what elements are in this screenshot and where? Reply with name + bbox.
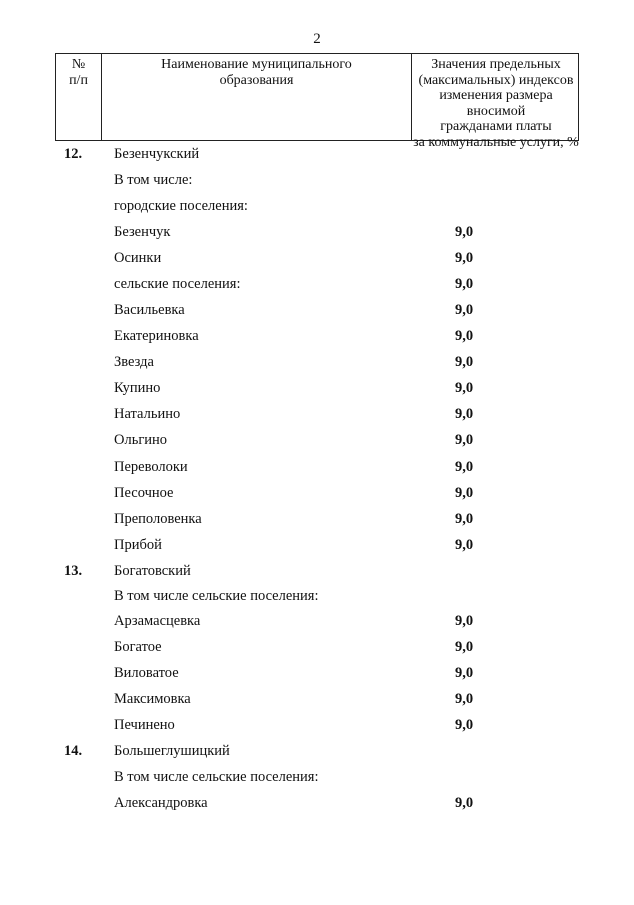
- row-name: Виловатое: [114, 665, 179, 681]
- table-row: [0, 769, 634, 791]
- row-name: Натальино: [114, 406, 181, 422]
- row-name: Арзамасцевка: [114, 613, 201, 629]
- row-value: 9,0: [455, 380, 474, 396]
- table-row: [0, 613, 634, 635]
- row-name: Безенчукский: [114, 146, 200, 162]
- row-number: 12.: [64, 146, 83, 162]
- row-value: 9,0: [455, 432, 474, 448]
- row-name: сельские поселения:: [114, 276, 241, 292]
- table-row: [0, 537, 634, 559]
- header-line: за коммунальные услуги, %: [413, 134, 579, 150]
- header-line: (максимальных) индексов: [418, 72, 574, 88]
- row-value: 9,0: [455, 795, 474, 811]
- row-value: 9,0: [455, 276, 474, 292]
- row-name: В том числе:: [114, 172, 193, 188]
- row-name: Александровка: [114, 795, 208, 811]
- row-value: 9,0: [455, 691, 474, 707]
- header-line: Наименование муниципального: [161, 57, 352, 72]
- row-number: 13.: [64, 563, 83, 579]
- table-row: [0, 717, 634, 739]
- table-row: [0, 511, 634, 533]
- row-value: 9,0: [455, 665, 474, 681]
- table-row: [0, 459, 634, 481]
- table-row: [0, 302, 634, 324]
- row-value: 9,0: [455, 485, 474, 501]
- row-name: городские поселения:: [114, 198, 248, 214]
- row-value: 9,0: [455, 354, 474, 370]
- row-name: Васильевка: [114, 302, 185, 318]
- table-row: [0, 691, 634, 713]
- row-name: Песочное: [114, 485, 174, 501]
- table-row: [0, 795, 634, 817]
- header-line: №: [71, 57, 86, 72]
- row-name: Звезда: [114, 354, 154, 370]
- table-row: [0, 665, 634, 687]
- row-name: Богатовский: [114, 563, 191, 579]
- table-row: [0, 328, 634, 350]
- header-line: изменения размера вносимой: [439, 88, 553, 119]
- row-value: 9,0: [455, 639, 474, 655]
- table-row: [0, 276, 634, 298]
- table-row: [0, 639, 634, 661]
- table-row: [0, 354, 634, 376]
- row-value: 9,0: [455, 459, 474, 475]
- table-row: [0, 224, 634, 246]
- row-name: Екатериновка: [114, 328, 199, 344]
- table-row: [0, 743, 634, 765]
- row-number: 14.: [64, 743, 83, 759]
- table-row: [0, 588, 634, 610]
- row-name: Большеглушицкий: [114, 743, 230, 759]
- row-value: 9,0: [455, 250, 474, 266]
- row-value: 9,0: [455, 511, 474, 527]
- row-name: Купино: [114, 380, 161, 396]
- row-name: Богатое: [114, 639, 162, 655]
- page-number: 2: [313, 31, 321, 47]
- table-row: [0, 485, 634, 507]
- row-name: В том числе сельские поселения:: [114, 769, 319, 785]
- table-row: [0, 406, 634, 428]
- row-name: В том числе сельские поселения:: [114, 588, 319, 604]
- header-line: п/п: [69, 72, 88, 88]
- row-name: Ольгино: [114, 432, 168, 448]
- table-row: [0, 432, 634, 454]
- row-name: Прибой: [114, 537, 162, 553]
- table-row: [0, 198, 634, 220]
- row-value: 9,0: [455, 717, 474, 733]
- row-value: 9,0: [455, 537, 474, 553]
- table-row: [0, 380, 634, 402]
- row-name: Максимовка: [114, 691, 191, 707]
- table-row: [0, 563, 634, 585]
- row-value: 9,0: [455, 406, 474, 422]
- header-line: образования: [219, 72, 294, 88]
- row-value: 9,0: [455, 328, 474, 344]
- row-value: 9,0: [455, 302, 474, 318]
- row-value: 9,0: [455, 613, 474, 629]
- row-name: Переволоки: [114, 459, 188, 475]
- header-line: Значения предельных: [431, 57, 561, 72]
- table-row: [0, 250, 634, 272]
- header-line: гражданами платы: [440, 119, 552, 134]
- row-name: Преполовенка: [114, 511, 202, 527]
- row-name: Осинки: [114, 250, 162, 266]
- row-value: 9,0: [455, 224, 474, 240]
- table-row: [0, 146, 634, 168]
- table-row: [0, 172, 634, 194]
- row-name: Печинено: [114, 717, 175, 733]
- row-name: Безенчук: [114, 224, 171, 240]
